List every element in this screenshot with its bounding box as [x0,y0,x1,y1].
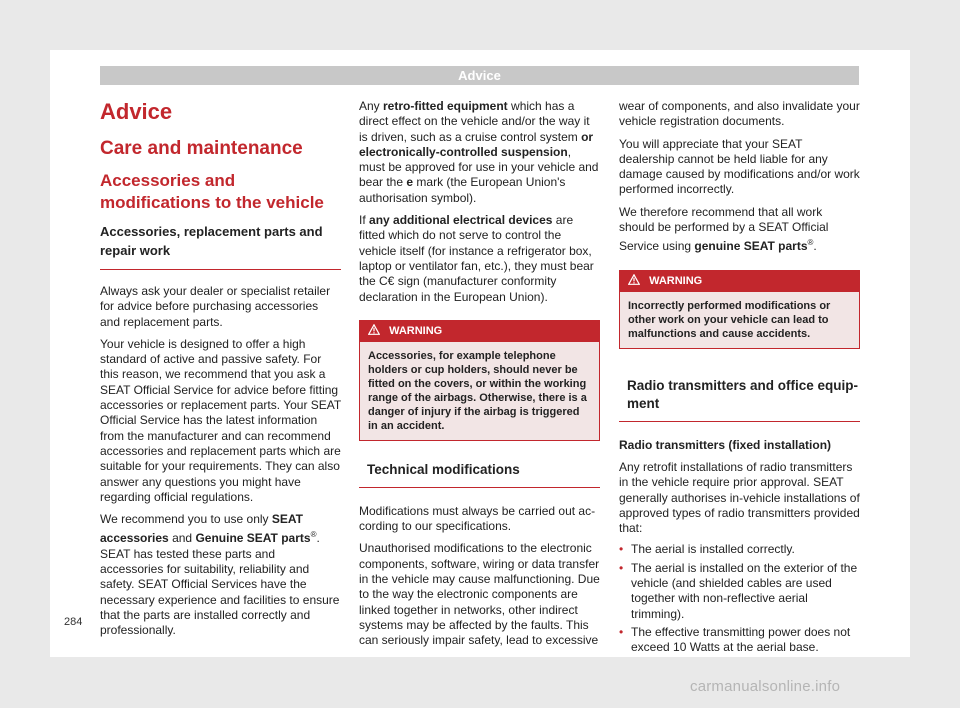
topic-heading: Accessories, replacement parts and repair work [100,222,341,270]
paragraph: Any retro-fitted equipment which has a direct effect on the vehicle and/or the way it is driven, such as a cruise control system or electronically-controlled suspension, must be approved for use in your vehicle and bear the e mark (the European Union's authorisation symbol). [359,99,599,205]
warning-label: WARNING [389,324,443,337]
section-heading: Technical modifications [359,461,600,488]
column-3 [619,99,860,659]
warning-text: Incorrectly performed modifications or other work on your vehicle can lead to malfunctions and cause accidents. [620,292,859,348]
warning-triangle-icon [628,275,643,287]
paragraph: We recommend you to use only SEAT accessories and Genuine SEAT parts®. SEAT has tested these parts and accessories for suitability, reliability and safety. SEAT Official Services have the necessary experience and facilities to ensure that the parts are installed correctly and professionally. [100,512,340,638]
warning-header [620,271,859,292]
paragraph: Always ask your dealer or specialist retailer for advice before purchasing accessories and replacement parts. [100,284,331,329]
bullet-icon: • [619,560,624,575]
watermark: carmanualsonline.info [690,678,841,695]
paragraph: If any additional electrical devices are fitted which do not serve to control the vehicle itself (for instance a refrigerator box, laptop or ventilator fan, etc.), they must bear the C€ sign (manufacturer conformity declaration in the European Union). [359,213,594,304]
bullet-icon: • [619,542,624,557]
paragraph: wear of components, and also invalidate your vehicle registration documents. [619,99,860,129]
paragraph: Your vehicle is designed to offer a high standard of active and passive safety. For this reason, we recommend that you ask a SEAT Official Service for advice before fitting accessories or replacement parts. Your SEAT Official Service has the latest information from the manufacturer and can recommend accessories and replacement parts which are suitable for your requirements. They can also answer any questions you might have regarding official regulations. [100,336,342,504]
section-title: Care and maintenance [100,138,303,159]
section-heading: Radio transmitters and office equipment [619,377,860,422]
page-number: 284 [64,616,83,628]
paragraph: We therefore recommend that all work should be performed by a SEAT Official Service using genuine SEAT parts®. [619,204,829,254]
warning-label: WARNING [649,274,703,287]
paragraph: You will appreciate that your SEAT dealership cannot be held liable for any damage caused by modifications and/or work performed incorrectly. [619,136,860,197]
bullet-icon: • [619,624,624,639]
warning-box [619,270,860,349]
chapter-title: Advice [100,99,173,124]
paragraph: Modifications must always be carried out according to our specifications. [359,503,596,534]
warning-text: Accessories, for example telephone holders or cup holders, should never be fitted on the covers, or within the working range of the airbags. Otherwise, there is a danger of injury if the airbag is triggered in an accident. [360,342,599,440]
subsection-title: Accessories and modifications to the vehicle [100,171,324,212]
warning-box [359,320,600,441]
paragraph: Unauthorised modifications to the electronic components, software, wiring or data transfer in the vehicle may cause malfunctioning. Due to the way the electronic components are linked together in networks, other indirect systems may be affected by the faults. This can seriously impair safety, lead to excessive [359,541,600,648]
list-item: • The aerial is installed on the exterior of the vehicle (and shielded cables are used together with non-reflective aerial trimming). [619,560,858,621]
warning-header [360,321,599,342]
column-1 [100,98,341,646]
paragraph: Any retrofit installations of radio transmitters in the vehicle require prior approval. SEAT generally authorises in-vehicle installations of approved types of radio transmitters provided that: [619,459,860,536]
list-item: • The aerial is installed correctly. [619,542,795,557]
running-header: Advice [100,66,859,85]
sub-heading: Radio transmitters (fixed installation) [619,437,832,452]
warning-triangle-icon [368,325,383,337]
bullet-list [619,542,860,655]
list-item: • The effective transmitting power does not exceed 10 Watts at the aerial base. [619,624,851,655]
column-2 [359,99,600,656]
